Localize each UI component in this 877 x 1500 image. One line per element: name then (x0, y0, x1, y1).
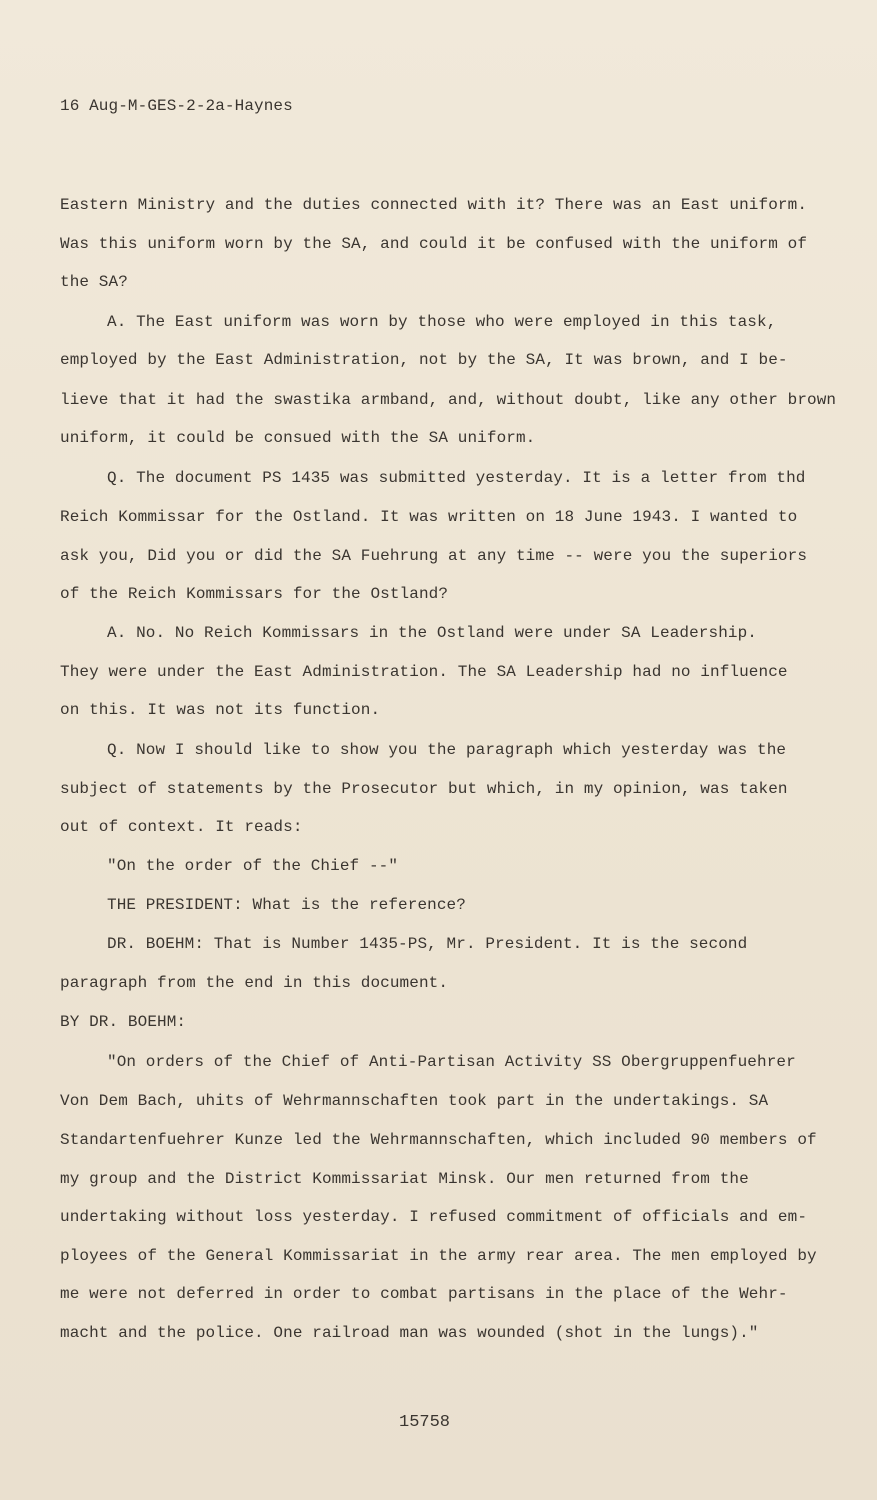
text-line: "On orders of the Chief of Anti-Partisan Activity SS Obergruppenfuehrer (107, 1053, 796, 1071)
text-line: on this. It was not its function. (60, 701, 381, 719)
text-line: Q. The document PS 1435 was submitted yesterday. It is a letter from thd (107, 469, 806, 487)
text-line: ask you, Did you or did the SA Fuehrung at any time -- were you the superiors (60, 547, 808, 565)
text-line: Eastern Ministry and the duties connected with it? There was an East uniform. (60, 196, 808, 214)
text-line: me were not deferred in order to combat partisans in the place of the Wehr- (60, 1285, 788, 1303)
text-line: Von Dem Bach, uhits of Wehrmannschaften took part in the undertakings. SA (60, 1092, 769, 1110)
text-line: A. The East uniform was worn by those who were employed in this task, (107, 313, 777, 331)
text-line: employed by the East Administration, not by the SA, It was brown, and I be- (60, 351, 788, 369)
text-line: BY DR. BOEHM: (60, 1013, 187, 1031)
text-line: of the Reich Kommissars for the Ostland? (60, 585, 449, 603)
text-line: paragraph from the end in this document. (60, 974, 449, 992)
text-line: They were under the East Administration. The SA Leadership had no influence (60, 663, 788, 681)
text-line: lieve that it had the swastika armband, and, without doubt, like any other brown (60, 391, 837, 409)
text-line: the SA? (60, 273, 128, 291)
text-line: THE PRESIDENT: What is the reference? (107, 896, 466, 914)
text-line: Standartenfuehrer Kunze led the Wehrmannschaften, which included 90 members of (60, 1131, 817, 1149)
text-line: Was this uniform worn by the SA, and could it be confused with the uniform of (60, 235, 808, 253)
text-line: uniform, it could be consued with the SA uniform. (60, 429, 536, 447)
text-line: Q. Now I should like to show you the paragraph which yesterday was the (107, 741, 787, 759)
page-number: 15758 (399, 1413, 451, 1432)
text-line: subject of statements by the Prosecutor but which, in my opinion, was taken (60, 780, 788, 798)
text-line: DR. BOEHM: That is Number 1435-PS, Mr. President. It is the second (107, 935, 748, 953)
text-line: ployees of the General Kommissariat in the army rear area. The men employed by (60, 1247, 817, 1265)
text-line: my group and the District Kommissariat Minsk. Our men returned from the (60, 1170, 749, 1188)
text-line: A. No. No Reich Kommissars in the Ostland were under SA Leadership. (107, 624, 758, 642)
text-line: Reich Kommissar for the Ostland. It was written on 18 June 1943. I wanted to (60, 508, 798, 526)
text-line: macht and the police. One railroad man was wounded (shot in the lungs)." (60, 1324, 759, 1342)
text-line: "On the order of the Chief --" (107, 857, 399, 875)
document-header: 16 Aug-M-GES-2-2a-Haynes (60, 97, 293, 115)
text-line: undertaking without loss yesterday. I refused commitment of officials and em- (60, 1208, 808, 1226)
text-line: out of context. It reads: (60, 818, 303, 836)
